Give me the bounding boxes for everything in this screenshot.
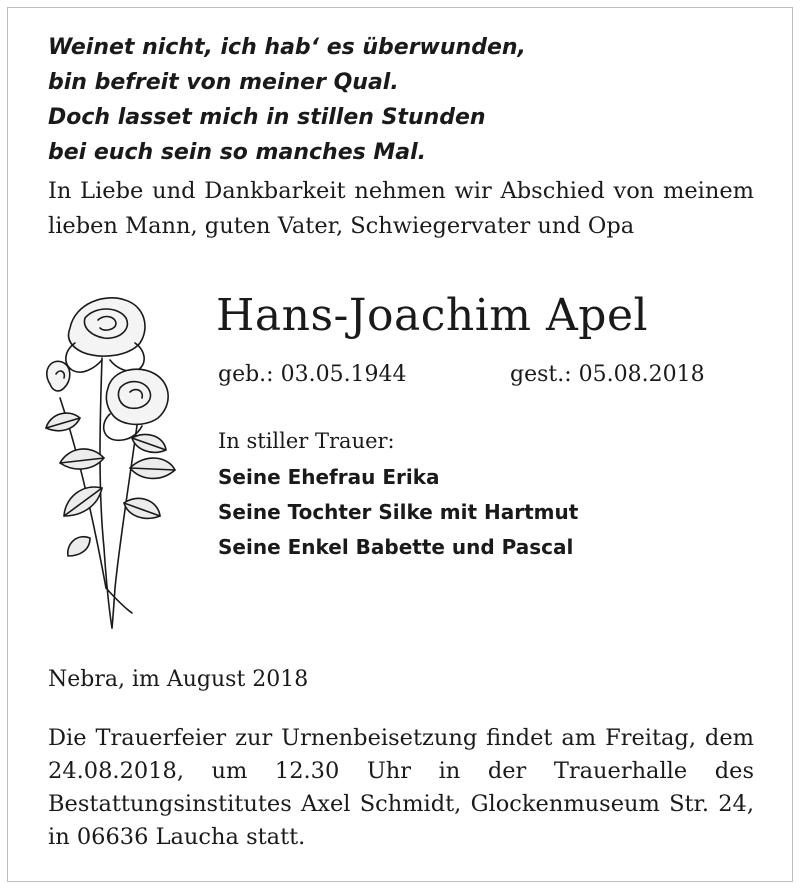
poem-line: bei euch sein so manches Mal. xyxy=(48,140,427,165)
farewell-intro: In Liebe und Dankbarkeit nehmen wir Abschied von meinem lieben Mann, guten Vater, Schwiegervater und Opa xyxy=(48,178,754,239)
mourner-entry: Seine Enkel Babette und Pascal xyxy=(218,535,574,559)
mourner-entry: Seine Tochter Silke mit Hartmut xyxy=(218,500,579,524)
poem-line: bin befreit von meiner Qual. xyxy=(48,70,399,95)
mourners-heading: In stiller Trauer: xyxy=(218,429,395,453)
ceremony-details: Die Trauerfeier zur Urnenbeisetzung findet am Freitag, dem 24.08.2018, um 12.30 Uhr in der Trauerhalle des Bestattungsinstitutes Axel Schmidt, Glockenmuseum Str. 24, in 06636 Laucha statt. xyxy=(48,725,754,850)
rose-bouquet-icon xyxy=(20,288,190,633)
poem-line: Weinet nicht, ich hab‘ es überwunden, xyxy=(48,35,526,60)
memorial-poem xyxy=(48,30,748,170)
death-date: gest.: 05.08.2018 xyxy=(510,362,705,387)
poem-line: Doch lasset mich in stillen Stunden xyxy=(48,105,486,130)
deceased-name: Hans-Joachim Apel xyxy=(216,290,649,341)
birth-date: geb.: 03.05.1944 xyxy=(218,362,407,387)
mourners-list xyxy=(218,460,578,565)
place-and-date: Nebra, im August 2018 xyxy=(48,667,309,692)
mourner-entry: Seine Ehefrau Erika xyxy=(218,465,440,489)
